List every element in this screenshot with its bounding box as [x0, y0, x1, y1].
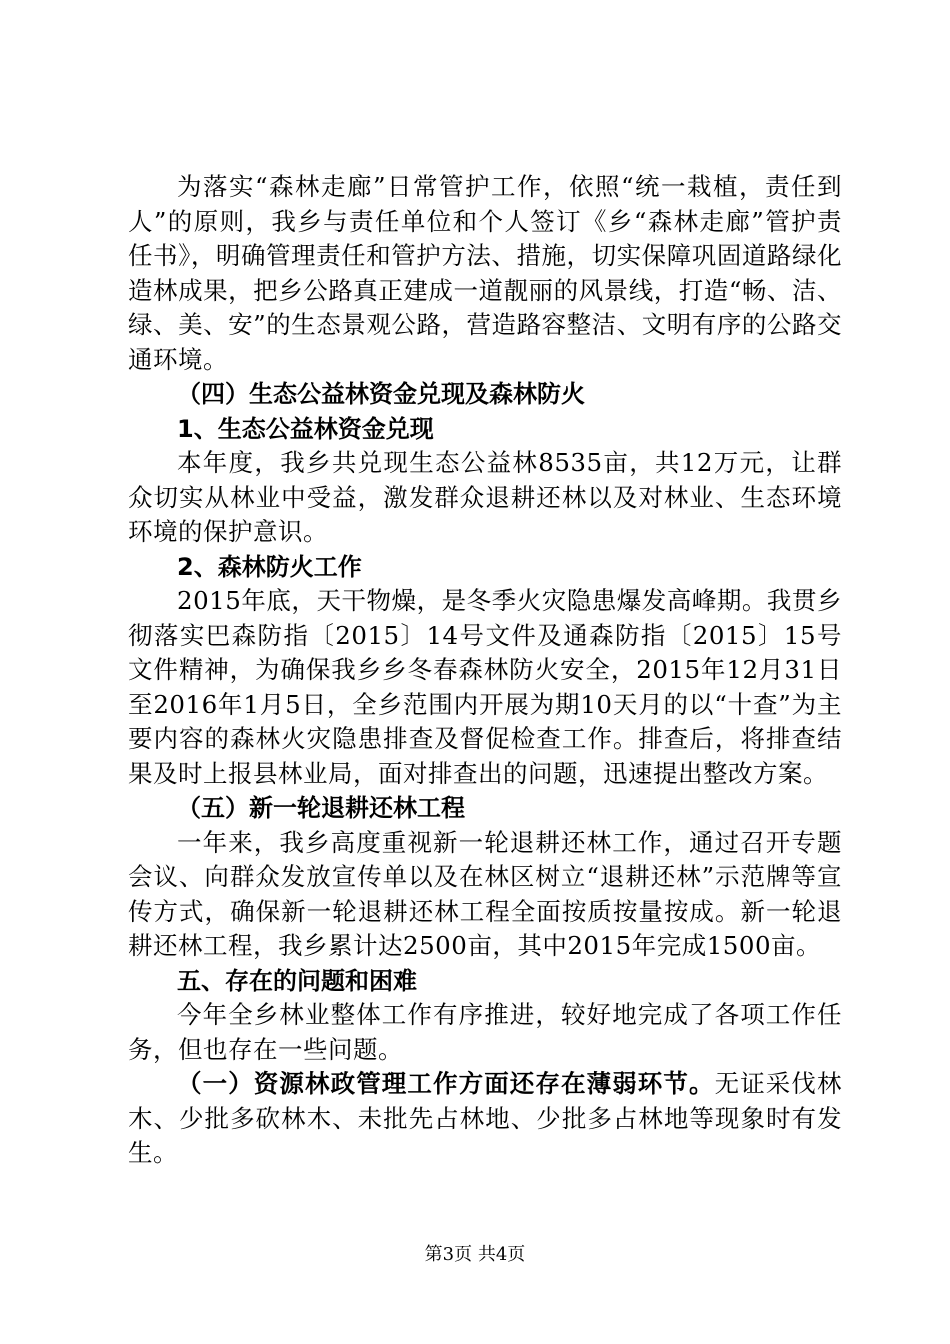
paragraph-fire-prevention: 2015年底，天干物燥，是冬季火灾隐患爆发高峰期。我贯乡彻落实巴森防指〔2015〕14号文件及通森防指〔2015〕15号文件精神，为确保我乡乡冬春森林防火安全，2015年12月31日至2016年1月5日，全乡范围内开展为期10天月的以“十查”为主要内容的森林火灾隐患排查及督促检查工作。排查后，将排查结果及时上报县林业局，面对排查出的问题，迅速提出整改方案。: [128, 586, 842, 788]
heading-subsection-1: 1、生态公益林资金兑现: [177, 414, 434, 443]
paragraph-problem-1: [128, 1067, 842, 1171]
paragraph-funds: 本年度，我乡共兑现生态公益林8535亩，共12万元，让群众切实从林业中受益，激发群众退耕还林以及对林业、生态环境环境的保护意识。: [128, 448, 842, 546]
document-body: [128, 170, 842, 1171]
paragraph-reforestation: 一年来，我乡高度重视新一轮退耕还林工作，通过召开专题会议、向群众发放宣传单以及在林区树立“退耕还林”示范牌等宣传方式，确保新一轮退耕还林工程全面按质按量按成。新一轮退耕还林工程，我乡累计达2500亩，其中2015年完成1500亩。: [128, 827, 842, 960]
heading-problems: 五、存在的问题和困难: [177, 966, 417, 995]
page-footer: 第3页 共4页: [424, 1244, 526, 1265]
problem-1-text: 无证采伐林木、少批多砍林木、未批先占林地、少批多占林地等现象时有发生。: [128, 1069, 843, 1167]
paragraph-problems-intro: 今年全乡林业整体工作有序推进，较好地完成了各项工作任务，但也存在一些问题。: [128, 1000, 842, 1064]
paragraph-forest-corridor: 为落实“森林走廊”日常管护工作，依照“统一栽植，责任到人”的原则，我乡与责任单位和个人签订《乡“森林走廊”管护责任书》，明确管理责任和管护方法、措施，切实保障巩固道路绿化造林成果，把乡公路真正建成一道靓丽的风景线，打造“畅、洁、绿、美、安”的生态景观公路，营造路容整洁、文明有序的公路交通环境。: [128, 172, 842, 374]
heading-section-5: （五）新一轮退耕还林工程: [177, 794, 465, 822]
heading-subsection-2: 2、森林防火工作: [177, 552, 362, 581]
problem-1-title: （一）资源林政管理工作方面还存在薄弱环节。: [177, 1069, 715, 1098]
heading-section-4: （四）生态公益林资金兑现及森林防火: [177, 380, 585, 408]
